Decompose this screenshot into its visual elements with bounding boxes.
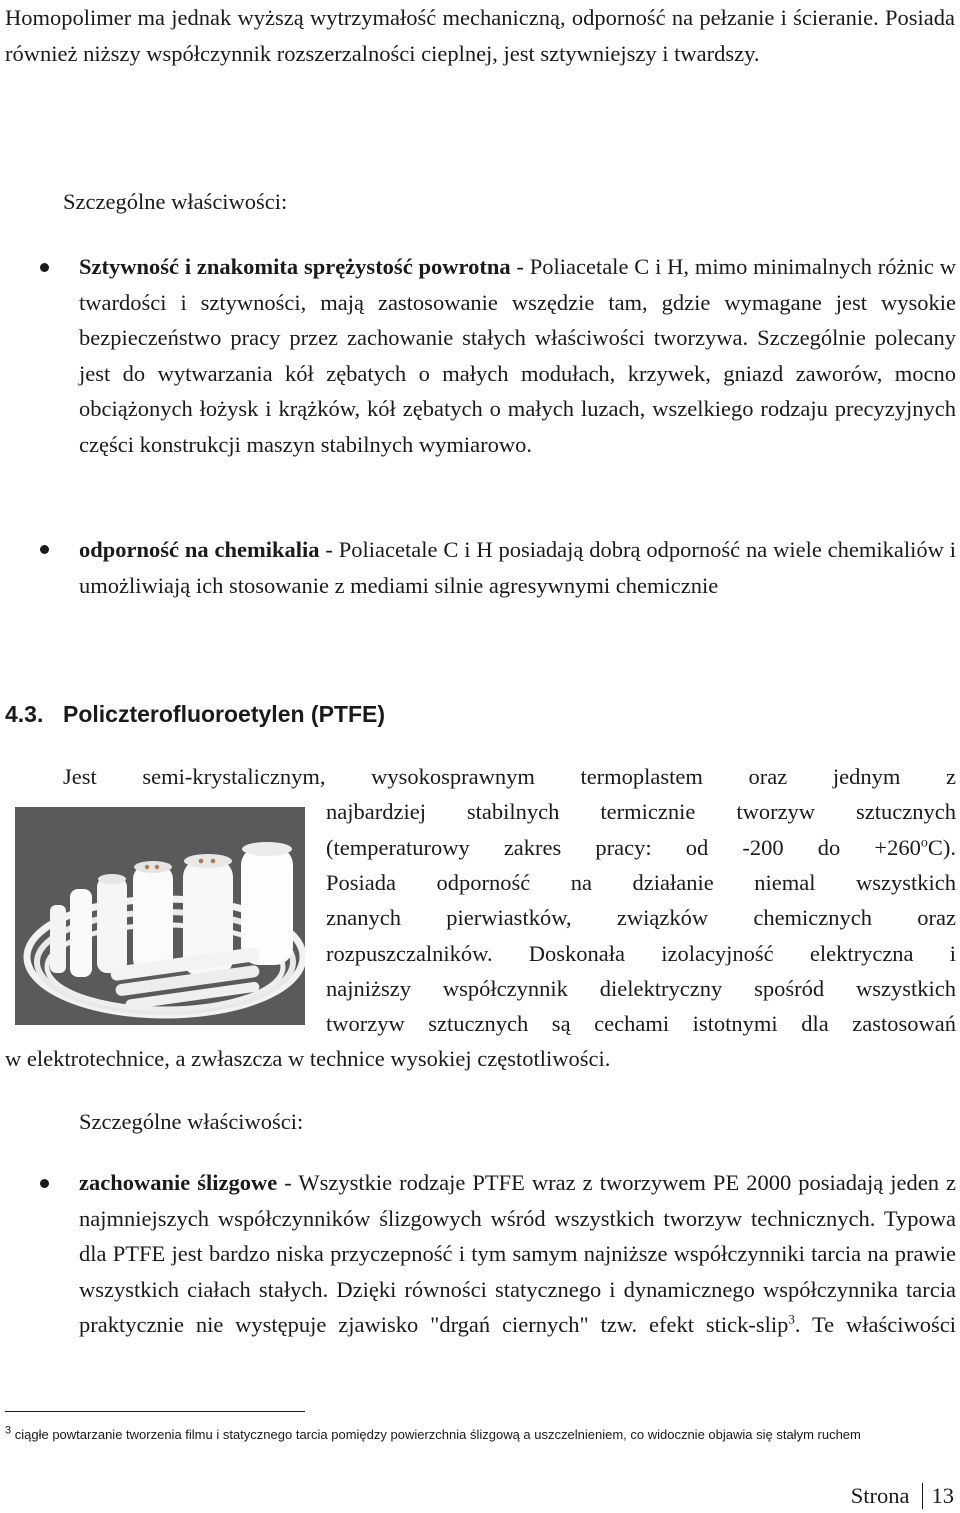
degree-mark: o [920,835,928,851]
page-footer [851,1481,954,1511]
ptfe-line-3 [326,830,956,866]
page-number: 13 [931,1483,954,1508]
bullet-dot [40,263,49,272]
footer-divider [922,1483,923,1509]
footer-label: Strona [850,1483,910,1508]
ptfe-line-5: znanych pierwiastków, związków chemicznych oraz [326,905,956,930]
ptfe-temp-unit: C). [927,835,956,860]
ptfe-temp-range: (temperaturowy zakres pracy: od -200 do +260 [326,835,921,860]
bullet-term: odporność na chemikalia [79,537,320,562]
ptfe-products-photo [15,807,305,1025]
bullet-text: - Poliacetale C i H posiadają dobrą odporność na wiele chemikaliów i umożliwiają ich stosowanie z mediami silnie agresywnymi chemicznie [79,537,957,598]
bullet-sliding-behaviour [79,1165,956,1377]
bullet-text: - Wszystkie rodzaje PTFE wraz z tworzywem PE 2000 posiadają jeden z najmniejszych współczynników ślizgowych wśród wszystkich tworzyw technicznych. Typowa dla PTFE jest bardzo niska przyczepność i tym samym najniższe współczynniki tarcia na prawie wszystkich ciałach stałych. Dzięki równości statycznego i dynamicznego współczynnika tarcia praktycznie nie występuje zjawisko "drgań ciernych" tzw. efekt stick-slip [79,1170,956,1337]
footnote [5,1425,956,1445]
ptfe-line-6: rozpuszczalników. Doskonała izolacyjność elektryczna i [326,941,956,966]
bullet-dot [40,545,49,554]
intro-paragraph: Homopolimer ma jednak wyższą wytrzymałość mechaniczną, odporność na pełzanie i ścieranie. Posiada również niższy współczynnik rozszerzalności cieplnej, jest sztywniejszy i twardszy. [5,5,955,66]
bullet-stiffness [79,249,956,462]
bullet-dot [40,1179,49,1188]
section2-subheading: Szczególne właściwości: [79,1109,304,1134]
ptfe-line-9: w elektrotechnice, a zwłaszcza w technice wysokiej częstotliwości. [5,1046,611,1071]
ptfe-line-8: tworzyw sztucznych są cechami istotnymi dla zastosowań [326,1011,956,1036]
ptfe-line-2: najbardziej stabilnych termicznie tworzyw sztucznych [326,799,956,824]
bullet-term: Sztywność i znakomita sprężystość powrotna [79,254,511,279]
section-title: Policzterofluoroetylen (PTFE) [63,701,386,727]
footnote-separator [5,1411,305,1412]
ptfe-line-1: Jest semi-krystalicznym, wysokosprawnym termoplastem oraz jednym z [63,764,956,789]
section-number: 4.3. [5,701,44,727]
bullet-chemical-resistance [79,532,956,603]
ptfe-line-7: najniższy współczynnik dielektryczny spośród wszystkich [326,976,956,1001]
footnote-text: ciągłe powtarzanie tworzenia filmu i statycznego tarcia pomiędzy powierzchnia ślizgową a uszczelnieniem, co widocznie objawia się stałym ruchem [14,1427,861,1442]
bullet-term: zachowanie ślizgowe [79,1170,278,1195]
bullet-text-tail: . Te właściwości [794,1312,956,1337]
bullet-text: - Poliacetale C i H, mimo minimalnych różnic w twardości i sztywności, mają zastosowanie wszędzie tam, gdzie wymagane jest wysokie bezpieczeństwo pracy przez zachowanie stałych właściwości tworzywa. Szczególnie polecany jest do wytwarzania kół zębatych o małych modułach, krzywek, gniazd zaworów, mocno obciążonych łożysk i krążków, kół zębatych o małych luzach, wszelkiego rodzaju precyzyjnych części konstrukcji maszyn stabilnych wymiarowo. [79,254,956,457]
footnote-mark: 3 [5,1424,12,1437]
ptfe-line-4: Posiada odporność na działanie niemal wszystkich [326,870,956,895]
footnote-reference: 3 [788,1311,795,1327]
section1-subheading: Szczególne właściwości: [63,189,288,214]
ptfe-products-image [15,807,305,1025]
